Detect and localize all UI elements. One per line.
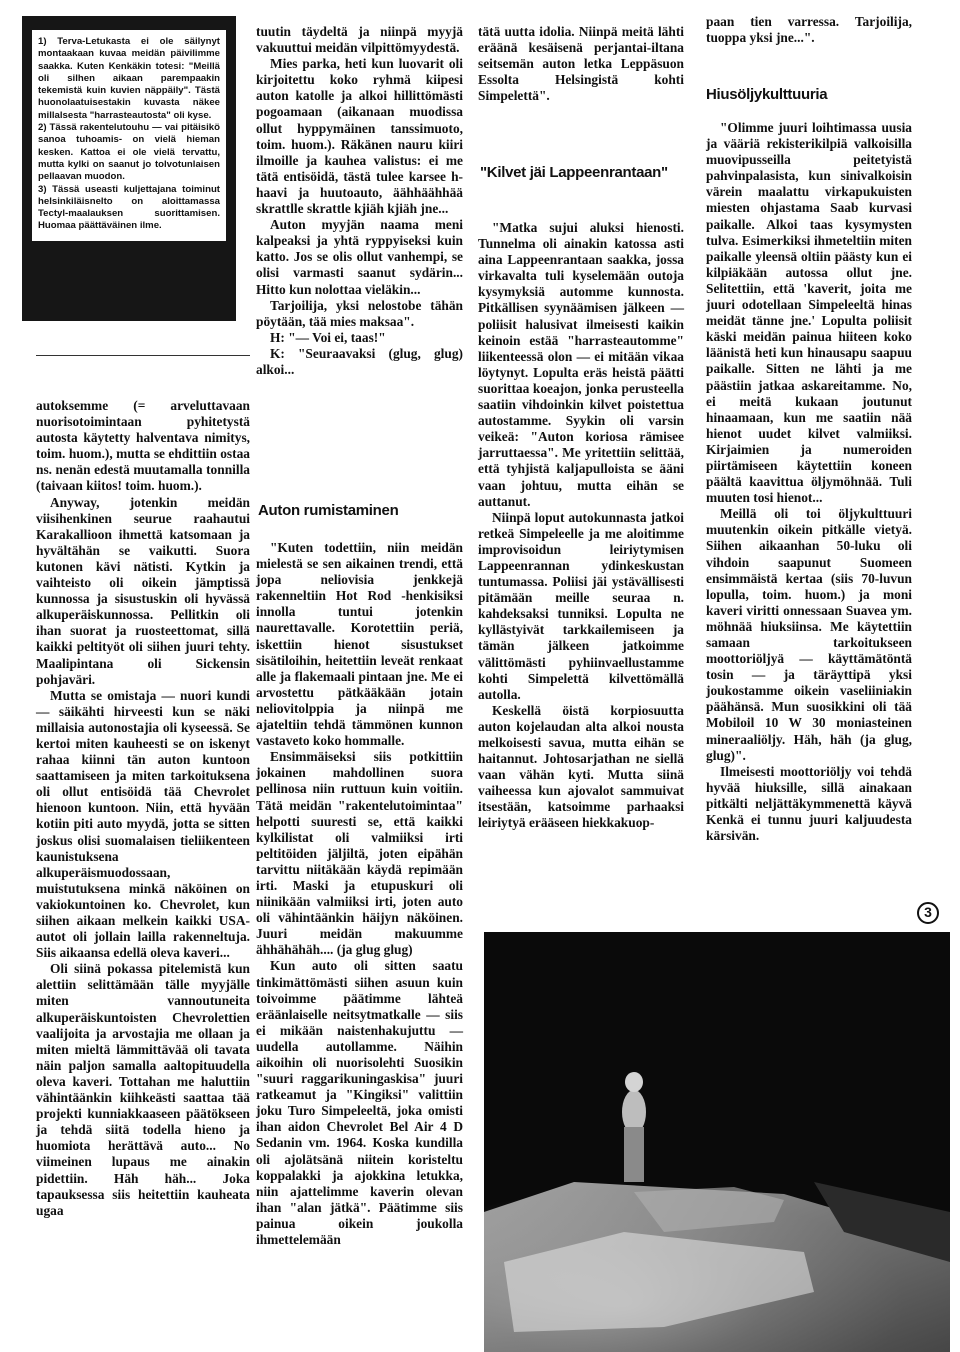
photograph: [484, 932, 950, 1352]
section-heading-kilvet-jai: "Kilvet jäi Lappeenrantaan": [480, 164, 668, 181]
article-column-2-top: [256, 24, 463, 378]
article-column-3-bottom: [478, 220, 684, 832]
article-column-1: [36, 398, 250, 1219]
article-column-4-top: [706, 14, 912, 46]
paragraph: autoksemme (= arveluttavaan nuorisotoimintaan pyhitetystä autosta käytetty halventava nimitys, toim. huom.), mutta se ehdittiin ostaa ns. nenän edestä muutamalla tonnilla (taivaan kiitos! toim. huom.).: [36, 398, 250, 494]
paragraph: tätä uutta idolia. Niinpä meitä lähti eräänä kesäisenä perjantai-iltana seitsemän auton letka Leppäsuon Essolta Helsingistä kohti Simpelettä".: [478, 24, 684, 104]
paragraph: Keskellä öistä korpiosuutta auton kojelaudan alta alkoi nousta melkoisesti savua, mutta eihän se haitannut. Johtosarjathan ne siellä vaan vähän kyti. Mutta siinä vaiheessa kun ajovalot sammuivat itsestään, katsoimme parhaaksi leiriytyä erääseen hiekkakuop-: [478, 702, 684, 831]
caption-item-2: 2) Tässä rakentelutouhu — vai pitäisikö sanoa tuhoamis- on vielä hieman kesken. Kattoa ei ole vielä tervattu, mutta kylki on saanut jo tolvotunlaisen pellaavan muodon.: [38, 122, 220, 183]
caption-item-1: 1) Terva-Letukasta ei ole säilynyt montaakaan kuvaa meidän päivilimme saakka. Kuten Kenkäkin totesi: "Meillä oli silhen aikaan parempaakin tekemistä kuin kuvien näppäily". Tästä huonolaatuisestakin kuvasta näkee millalsesta "harrasteautosta" oli kyse.: [38, 36, 220, 121]
car-roof-photo-icon: [484, 932, 950, 1352]
paragraph: Mies parka, heti kun luovarit oli kirjoitettu koko ryhmä kiipesi auton katolle ja alkoi hillittömästi pogoamaan (aikanaan muodissa ollut hyppymäinen tanssimuoto, toim. huom.). Räkänen nauru kiiri ilmoille ja kauhea valistus: ei me tätä entisöidä, tästä tulee karsee h-haavi ja huutoauto, äähhäähhää skrattlle skrattle kjiäh kjiäh jne...: [256, 56, 463, 217]
photo-caption-box: [22, 16, 236, 321]
paragraph: Meillä oli toi öljykulttuuri muutenkin oikein pitkälle vietyä. Siihen aikaanhan 50-luku oli vihdoin saapunut Suomeen ensimmäistä kertaa (siis 70-luvun lopulla, toim. huom.) ja moni kaveri viritti onnessaan Suavea ym. möhnää hiuksiinsa. Me käytettiin samaan tarkoitukseen moottoriöljyä — käyttämätöntä tosin — ja täräyttipä yksi joukostamme oikein vaseliiniakin päähänsä. Mun suosikkini oli tää Mobiloil 10 W 30 moniasteinen mineraaliöljy. Häh, häh (ja glug, glug)".: [706, 506, 912, 763]
paragraph: H: "— Voi ei, taas!": [270, 329, 386, 345]
paragraph: "Matka sujui aluksi hienosti. Tunnelma oli ainakin katossa asti aina Lappeenrantaan saakka, jossa virkavalta tuli kyselemään outoja kysymyksiä automme kunnosta. Pitkällisen syynäämisen jälkeen — poliisit halusivat ilmeisesti kaikin keinoin estää "harrasteautomme" liikenteessä olon — ei mitään vikaa löytynyt. Lopulta eräs heistä päätti suorittaa koeajon, jonka perusteella saatiin vihdoinkin kilvet poistettua autostamme. Syykin oli varsin veikeä: "Auton koriosa rämisee jarruttaessa". Me yritettiin selittää, että tyhjistä kaljapulloista se ääni vaan johtuu, mutta eihän se auttanut.: [478, 220, 684, 509]
paragraph: Ilmeisesti moottoriöljy voi tehdä hyvää hiuksille, sillä ainakaan pitkälti neljättäkymmenettä käyvä Kenkä ei tunnu juuri kaljuudesta kärsivän.: [706, 763, 912, 844]
paragraph: Kun auto oli sitten saatu tinkimättömästi siihen asuun kuin toivoimme päätimme lähteä eräänlaiselle neitsytmatkalle — siis ei mikään naistenhakujuttu — uudella autollamme. Näihin aikoihin oli nuorisolehti Suosikin "suuri raggarikuningaskisa" juuri ratkeamut ja "Kingiksi" valittiin joku Turo Simpeleeltä, joka omisti ihan aidon Chevrolet Bel Air 4 D Sedanin vm. 1964. Koska kundilla oli ajolätsänä niitein koristeltu koppalakki ja ajokkina letukka, niin ajattelimme kaverin olevan ihan "alan jätkä". Päätimme siis painua oikein joukolla ihmettelemään: [256, 958, 463, 1248]
article-column-2-bottom: [256, 540, 463, 1248]
photo-number-badge: 3: [917, 902, 939, 924]
paragraph: Tarjoilija, yksi nelostobe tähän pöytään, tää mies maksaa".: [256, 297, 463, 329]
paragraph: Niinpä loput autokunnasta jatkoi retkeä Simpeleelle ja me aloitimme improvisoidun leiriytymisen Lappeenrannan ydinkeskustan tuntumassa. Poliisi jäi ystävällisesti pitämään meille seuraa n. kahdeksaksi tunniksi. Lopulta ne kyllästyivät tarkkailemiseen ja tämän jälkeen jatkoimme välittömästi pyhiinvaellustamme kohti Simpelettä kilvettömällä autolla.: [478, 509, 684, 702]
article-column-4-bottom: [706, 120, 912, 844]
article-column-3-top: [478, 24, 684, 104]
paragraph: "Kuten todettiin, niin meidän mielestä se sen aikainen trendi, että jopa neliovisia jenkkejä rakenneltiin Hot Rod -henkisiksi innolla tuntui jotenkin naurettavalle. Korotettiin periä, iskettiin hienot sisustukset sisätiloihin, heitettiin leveät renkaat alle ja flakemaali pintaan jne. Me ei arvostettu pätkääkään jotain neliovitolppia ja niinpä me ajateltiin tehdä tämmönen kunnon vastaveto koko hommalle.: [256, 540, 463, 749]
section-heading-hiusoljykulttuuria: Hiusöljykulttuuria: [706, 86, 828, 103]
paragraph: Oli siinä pokassa pitelemistä kun alettiin selittämään tälle myyjälle miten vannoutuneita alkuperäiskuntoisten Chevrolettien vaalijoita ja arvostajia me ollaan ja miten mieltä lämmittävää oli tavata näin paljon samalla aaltopituudella oleva kaveri. Tottahan me haluttiin vähintäänkin kiihkeästi saattaa tää projekti kunniakkaaseen päätökseen ja tehdä siitä todella hieno ja huomiota herättävä auto... No viimeinen lupaus me ainakin pidettiin. Häh häh... Joka tapauksessa siis heitettiin kauheata ugaa: [36, 961, 250, 1218]
paragraph: K: "Seuraavaksi (glug, glug) alkoi...: [256, 345, 463, 377]
caption-item-3: 3) Tässä useasti kuljettajana toiminut helsinkiläisnelto on aloittamassa Tectyl-maalauksen suorittamisen. Huomaa päättäväinen ilme.: [38, 183, 220, 232]
paragraph: Auton myyjän naama meni kalpeaksi ja yhtä ryppyiseksi kuin katto. Jos se olis ollut vanhempi, se olisi varmasti saanut sydärin... Hitto kun nolottaa vieläkin...: [256, 217, 463, 297]
column-divider-rule: [36, 355, 250, 356]
paragraph: "Olimme juuri loihtimassa uusia ja vääriä rekisterikilpiä valkoisilla muovipusseilla peitetyistä pahvinpalasista, kun sinivalkoisin värein maalattu virkapukuisten miesten ohjastama Saab kurvasi paikalle. Alkoi taas kysymysten tulva. Esimerkiksi ihmeteltiin miten paikalle yleensä oltiin päästy kun ei kilpiäkään autossa ollut jne. Selitettiin, että 'kaverit, joita me juuri odotellaan Simpeleeltä hinas meidät tänne jne.' Lopulta poliisit käski meidän painua hiiteen koko läänistä heti kun hinausapu saapuu paikalle. Sitten ne lähti ja me päästiin jatkaa askareitamme. No, ei meitä kukaan joutunut hinaamaan, kun me saatiin nää hienot uudet kilvet valmiiksi. Kirjaimien ja numeroiden piirtämiseen käytettiin koneen päältä kaavittua öljymöhnää. Tuli muuten tosi hienot...: [706, 120, 912, 506]
paragraph: Mutta se omistaja — nuori kundi — säikähti hirveesti kun se näki millaisia autonostajia oli kyseessä. Se kertoi miten kauheesti se on iskenyt rahaa kiinni tän auton kuntoon saattamiseen ja miten tarkoituksena oli ollut entisöidä tää Chevrolet hienoon kuntoon. Niin, että hyvään kotiin piti auto myydä, jotta se sitten joskus olisi suomalaisen tieliikenteen kaunistuksena alkuperäismuodossaan, muistutuksena minkä näköinen on vakiokuntoinen ko. Chevrolet, kun siihen aikaan melkein kaikki USA-autot oli jollain lailla rakenneltuja. Siis aikaansa edellä oleva kaveri...: [36, 687, 250, 961]
paragraph: Anyway, jotenkin meidän viisihenkinen seurue raahautui Karakallioon ihmettä katsomaan ja hyvältähän se vaikutti. Suora kutonen kävi nätisti. Kytkin ja vaihteisto oli oikein jämptissä kunnossa ja sisustuskin oli hyvässä alkuperäiskunnossa. Pellitkin oli ihan suorat ja ruosteettomat, sillä kaikki peltityöt oli siihen juuri tehty. Maalipintana oli Sickensin pohjaväri.: [36, 494, 250, 687]
caption-text: [32, 30, 226, 241]
paragraph: paan tien varressa. Tarjoilija, tuoppa yksi jne...".: [706, 14, 912, 46]
paragraph: Ensimmäiseksi siis potkittiin jokainen mahdollinen suora pellinosa niin ruttuun kuin voitiin. Tätä meidän "rakentelutoimintaa" helpotti suuresti se, että kaikki kylkilistat oli valmiiksi irti peltitöiden jäljiltä, joten eipähän tarvittu niitäkään käydä repimään irti. Maski ja etupuskuri oli niinikään valmiiksi irti, joten auto oli vähintäänkin häijyn näköinen. Juuri meidän makuumme ähhähähäh.... (ja glug glug): [256, 749, 463, 958]
section-heading-auton-rumistaminen: Auton rumistaminen: [258, 502, 399, 519]
paragraph: tuutin täydeltä ja niinpä myyjä vakuuttui meidän vilpittömyydestä.: [256, 24, 463, 56]
